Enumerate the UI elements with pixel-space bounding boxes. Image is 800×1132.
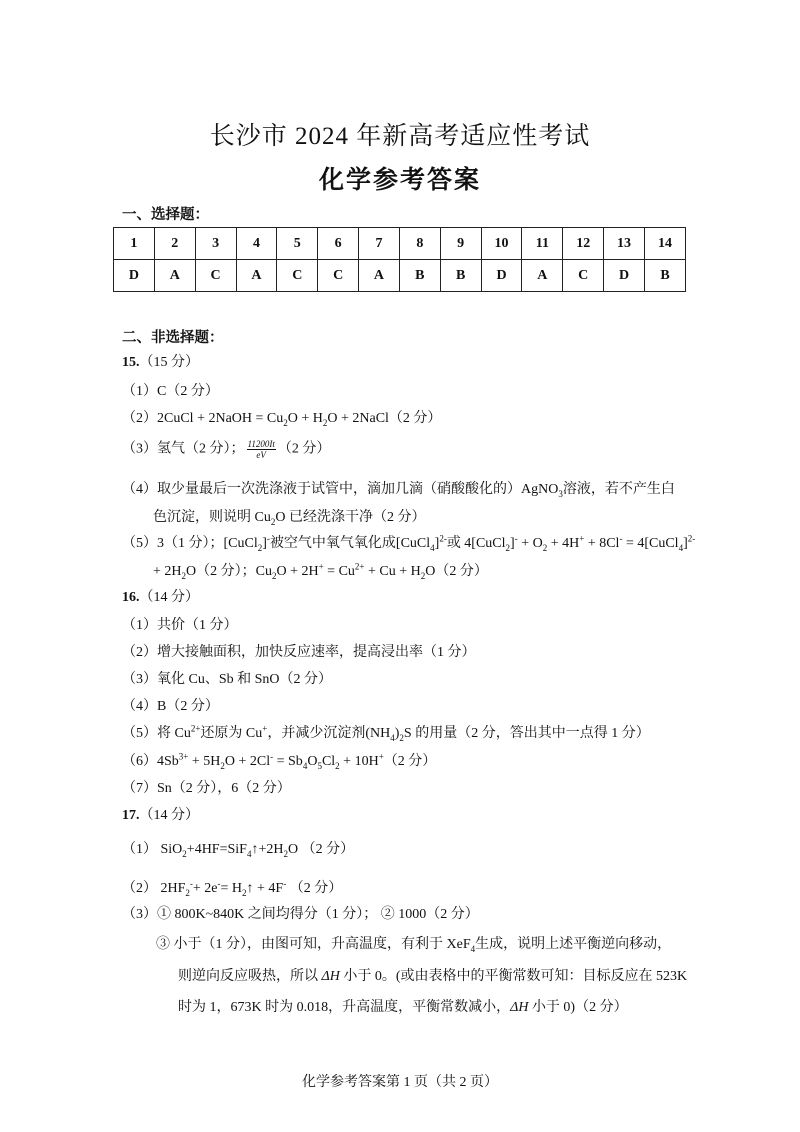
answer-cell: A (522, 260, 563, 292)
q17-answer-3-line4: 时为 1，673K 时为 0.018，升高温度，平衡常数减小，ΔH 小于 0)（2 分） (178, 1000, 628, 1015)
q15-answer-2: （2）2CuCl + 2NaOH = $Cu_2O + H_2O$ + 2NaCl（2 分） (122, 411, 442, 428)
answer-cell: C (318, 260, 359, 292)
question-number-cell: 2 (154, 228, 195, 260)
q15-score: （15 分） (139, 355, 199, 370)
q15-answer-1: （1）C（2 分） (122, 384, 219, 399)
question-number-cell: 14 (644, 228, 685, 260)
question-number-cell: 5 (277, 228, 318, 260)
q16-answer-6: $(6)4Sb^{3+} + 5H_2O + 2Cl^- = Sb_4O_5Cl_2 + 10H^+(2$ 分） (122, 751, 437, 771)
question-number-cell: 9 (440, 228, 481, 260)
fraction: $\frac{11200It}{eV}$ (247, 439, 275, 460)
answer-cell: D (481, 260, 522, 292)
q17-number: 17. (122, 808, 140, 823)
question-number-cell: 3 (195, 228, 236, 260)
q17-score: （14 分） (139, 808, 199, 823)
answer-cell: B (399, 260, 440, 292)
q17-answer-1: （1） $SiO_2+4HF=SiF_4↑+2H_2O$ （2 分） (122, 842, 355, 859)
q16-score: （14 分） (139, 590, 199, 605)
q16-number: 16. (122, 590, 140, 605)
question-number-cell: 8 (399, 228, 440, 260)
q15-answer-4-line2: 色沉淀，则说明 $Cu_2O$ 已经洗涤干净（2 分） (153, 510, 426, 527)
q15-header (122, 354, 199, 372)
page-title: 长沙市 2024 年新高考适应性考试 (209, 123, 591, 150)
answer-table-number-row (114, 228, 686, 260)
answer-cell: D (114, 260, 155, 292)
q16-answer-5: （5）将 $Cu^{2+}$还原为 Cu+，并减少沉淀剂$(NH_4)_2S$ 的用量（2 分，答出其中一点得 1 分） (122, 723, 650, 743)
answer-cell: C (563, 260, 604, 292)
q16-answer-3: （3）氧化 Cu、Sb 和 SnO（2 分） (122, 672, 333, 687)
question-number-cell: 4 (236, 228, 277, 260)
section-heading-nonchoice: 二、非选择题： (122, 330, 224, 346)
answer-cell: C (277, 260, 318, 292)
question-number-cell: 11 (522, 228, 563, 260)
question-number-cell: 12 (563, 228, 604, 260)
q17-answer-3-line2: ③ 小于（1 分），由图可知，升高温度，有利于 XeF$_4$生成，说明上述平衡逆向移动， (156, 937, 672, 954)
answer-cell: B (644, 260, 685, 292)
answer-cell: A (359, 260, 400, 292)
q16-answer-1: （1）共价（1 分） (122, 618, 238, 633)
q15-answer-5-line2: + $2H_2O(2$ 分）；$Cu_2O + 2H^+ = Cu^{2+} + Cu + H_2O(2$ 分） (153, 561, 488, 581)
q16-header (122, 589, 199, 607)
q16-answer-2: （2）增大接触面积，加快反应速率，提高浸出率（1 分） (122, 645, 476, 660)
answer-cell: A (236, 260, 277, 292)
page-subtitle: 化学参考答案 (318, 165, 481, 194)
q15-number: 15. (122, 355, 140, 370)
q17-answer-3-line1: （3）① 800K~840K 之间均得分（1 分）； ② 1000（2 分） (122, 907, 479, 922)
question-number-cell: 13 (604, 228, 645, 260)
q17-answer-3-line3: 则逆向反应吸热，所以 ΔH 小于 0。(或由表格中的平衡常数可知：目标反应在 523K (178, 969, 688, 984)
q15-answer-4-line1: （4）取少量最后一次洗涤液于试管中，滴加几滴（硝酸酸化的）AgNO$_3$溶液，若不产生白 (122, 482, 675, 499)
question-number-cell: 1 (114, 228, 155, 260)
answer-table (113, 227, 686, 292)
answer-cell: B (440, 260, 481, 292)
answer-cell: D (604, 260, 645, 292)
question-number-cell: 7 (359, 228, 400, 260)
q17-header (122, 807, 199, 825)
answer-cell: A (154, 260, 195, 292)
question-number-cell: 10 (481, 228, 522, 260)
q17-answer-2: （2） $2HF_2^-+ 2e^-=$ $H_2↑ + 4F^-$ （2 分） (122, 878, 343, 898)
answer-cell: C (195, 260, 236, 292)
question-number-cell: 6 (318, 228, 359, 260)
q16-answer-4: （4）B（2 分） (122, 699, 219, 714)
section-heading-choice: 一、选择题： (122, 207, 209, 223)
q15-answer-5-line1: （5）3（1 分）；[CuCl$_2$]-被空气中氧气氧化成[CuCl$_4$]$^{2-}$或 4[CuCl$_2$]- + $O_2 + 4H^+ + 8Cl^-$ = 4[CuCl$_4$]$^{2-}$ (122, 533, 696, 553)
answer-table-answer-row (114, 260, 686, 292)
page-footer: 化学参考答案第 1 页（共 2 页） (302, 1075, 498, 1090)
q16-answer-7: （7）Sn（2 分），6（2 分） (122, 781, 291, 796)
q15-answer-3: （3）氢气（2 分）； $\frac{11200It}{eV}$ （2 分） (122, 439, 331, 460)
